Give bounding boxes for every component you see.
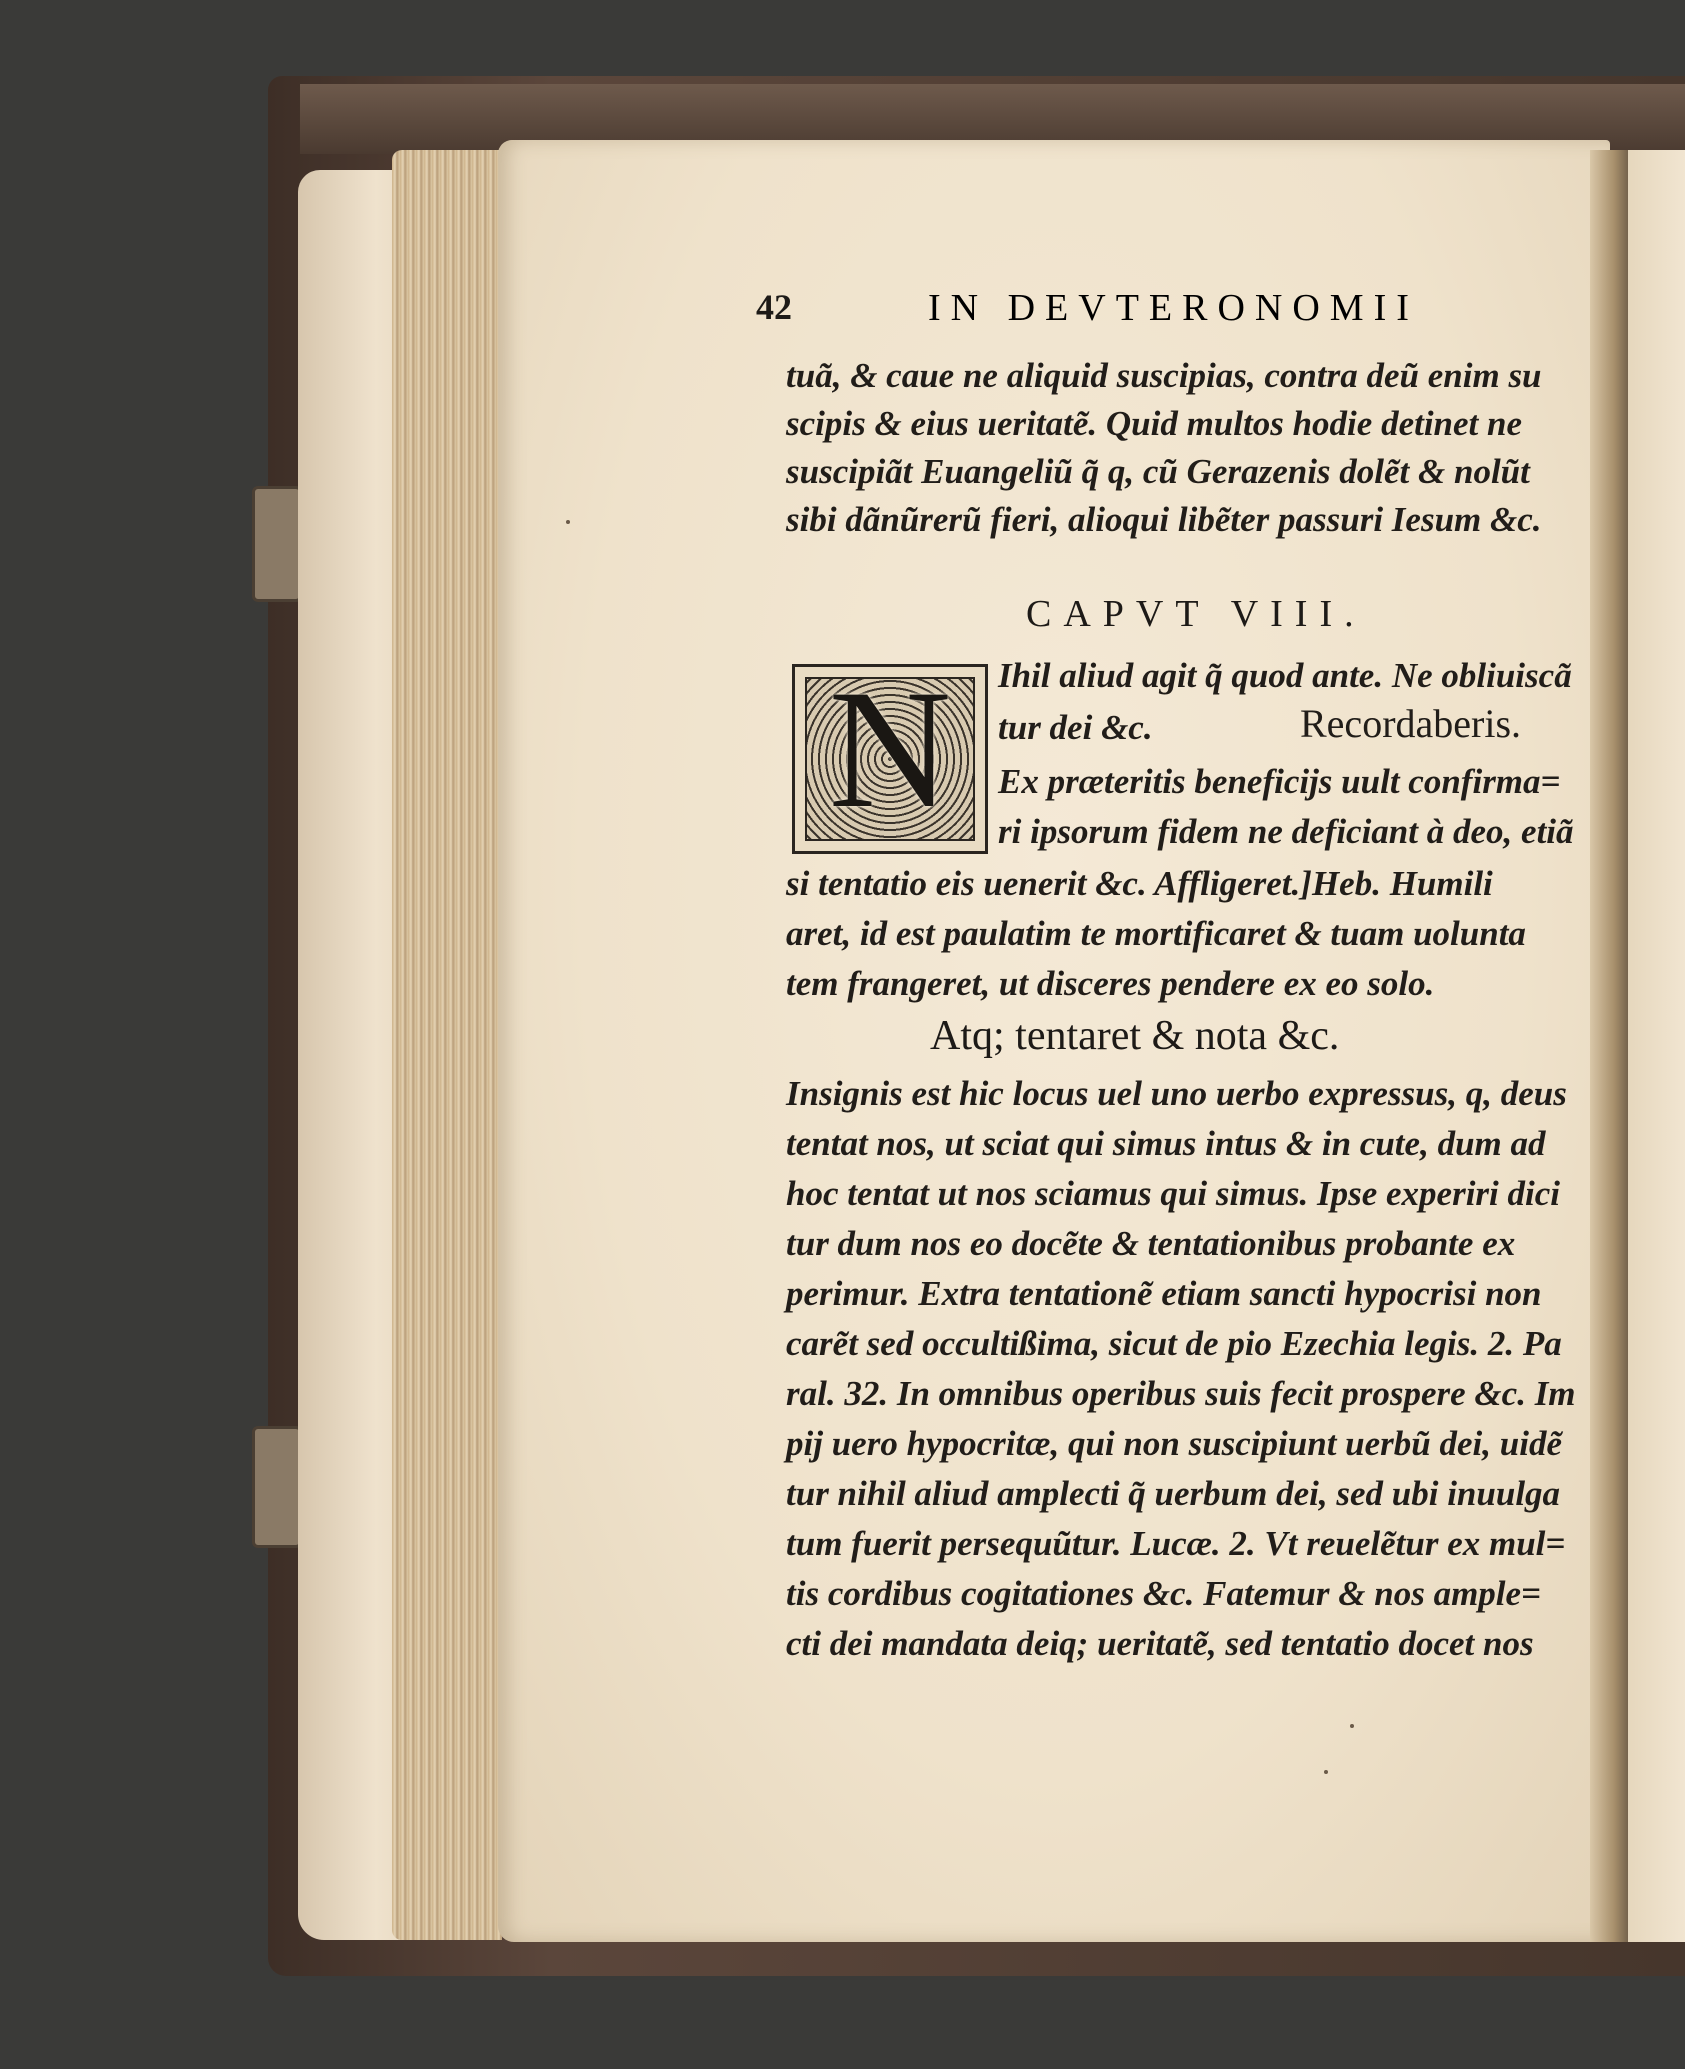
- text-line: tur dei &c.: [998, 708, 1153, 747]
- text-line: ri ipsorum fidem ne deficiant à deo, etiã: [998, 812, 1574, 851]
- text-line: cti dei mandata deiq; ueritatẽ, sed tentatio docet nos: [786, 1624, 1534, 1663]
- running-head: IN DEVTERONOMII: [928, 287, 1419, 329]
- clasp-upper: [252, 486, 302, 602]
- text-line: tis cordibus cogitationes &c. Fatemur & nos ample=: [786, 1574, 1541, 1613]
- text-line: carẽt sed occultißima, sicut de pio Ezechia legis. 2. Pa: [786, 1324, 1562, 1363]
- clasp-lower: [252, 1426, 302, 1548]
- text-line: sibi dãnũrerũ fieri, alioqui libẽter passuri Iesum &c.: [786, 500, 1542, 539]
- initial-letter: N: [828, 655, 952, 843]
- text-line: perimur. Extra tentationẽ etiam sancti hypocrisi non: [786, 1274, 1542, 1313]
- text-line: Ihil aliud agit q̃ quod ante. Ne obliuiscã: [998, 656, 1572, 695]
- page-edges: [392, 150, 502, 1940]
- page-number: 42: [756, 287, 792, 327]
- text-line: tem frangeret, ut disceres pendere ex eo solo.: [786, 964, 1435, 1003]
- chapter-title: CAPVT VIII.: [1026, 593, 1366, 635]
- text-line: hoc tentat ut nos sciamus qui simus. Ipse experiri dici: [786, 1174, 1560, 1213]
- text-line: aret, id est paulatim te mortificaret & tuam uolunta: [786, 914, 1526, 953]
- text-line: ral. 32. In omnibus operibus suis fecit prospere &c. Im: [786, 1374, 1576, 1413]
- facing-page-edge: [1628, 150, 1685, 1942]
- section-lemma: Atq; tentaret & nota &c.: [930, 1013, 1340, 1059]
- text-line: tum fuerit persequũtur. Lucæ. 2. Vt reuelẽtur ex mul=: [786, 1524, 1566, 1563]
- text-line: tur dum nos eo docẽte & tentationibus probante ex: [786, 1224, 1516, 1263]
- page-gutter: [1590, 150, 1630, 1942]
- decorated-initial: [792, 655, 988, 854]
- paper-speck: [1350, 1724, 1354, 1728]
- text-line: tuã, & caue ne aliquid suscipias, contra deũ enim su: [786, 356, 1542, 395]
- text-line: scipis & eius ueritatẽ. Quid multos hodie detinet ne: [786, 404, 1523, 443]
- text-line: tur nihil aliud amplecti q̃ uerbum dei, sed ubi inuulga: [786, 1474, 1561, 1513]
- text-line: pij uero hypocritæ, qui non suscipiunt uerbũ dei, uidẽ: [786, 1424, 1562, 1463]
- text-line: Insignis est hic locus uel uno uerbo expressus, q, deus: [786, 1074, 1567, 1113]
- lemma-recordaberis: Recordaberis.: [1300, 701, 1522, 746]
- text-line: si tentatio eis uenerit &c. Affligeret.]Heb. Humili: [786, 864, 1493, 903]
- paper-speck: [1324, 1770, 1328, 1774]
- text-line: suscipiãt Euangeliũ q̃ q, cũ Gerazenis dolẽt & nolũt: [786, 452, 1530, 491]
- text-line: Ex præteritis beneficijs uult confirma=: [998, 762, 1561, 801]
- text-line: tentat nos, ut sciat qui simus intus & in cute, dum ad: [786, 1124, 1546, 1163]
- paper-speck: [566, 520, 570, 524]
